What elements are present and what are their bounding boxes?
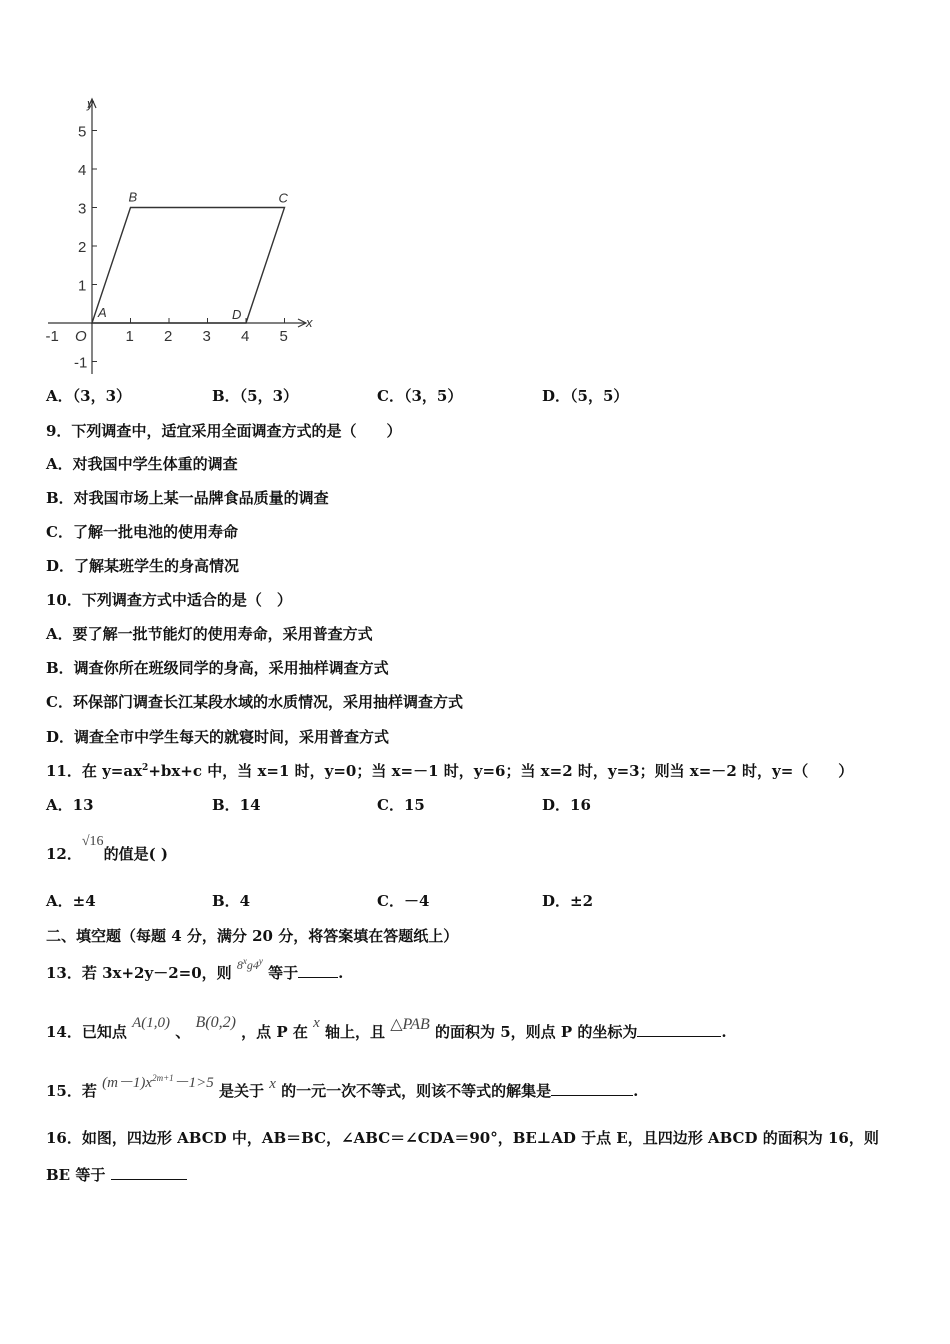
- q14-part2: 、: [170, 1023, 196, 1041]
- q12-text: 的值是( ): [103, 845, 168, 863]
- y-tick-label: 3: [78, 200, 87, 218]
- q14-part1: 14．已知点: [46, 1023, 133, 1041]
- q14-triangle: △PAB: [390, 1016, 430, 1033]
- point-label-c: C: [278, 190, 288, 206]
- q9-option-b: B．对我国市场上某一品牌食品质量的调查: [46, 489, 329, 507]
- q13-answer-blank[interactable]: [298, 977, 338, 978]
- q10-option-c: C．环保部门调查长江某段水域的水质情况，采用抽样调查方式: [46, 693, 463, 711]
- q16-line2-text: BE 等于: [46, 1166, 111, 1184]
- q15-expression: [102, 1075, 214, 1091]
- x-tick-label: 5: [279, 328, 288, 345]
- q14-point-b: B(0,2): [195, 1014, 236, 1031]
- q15-expr-sup: 2m+1: [152, 1073, 174, 1083]
- q12-radical: √16: [81, 834, 104, 849]
- q13-expr-mid: g4: [246, 958, 259, 972]
- q10-stem: 10．下列调查方式中适合的是（ ）: [46, 591, 292, 609]
- q15-expr-tail: －1>5: [173, 1075, 214, 1091]
- q11-stem: [46, 760, 853, 781]
- q10-option-d: D．调查全市中学生每天的就寝时间，采用普查方式: [46, 728, 390, 746]
- q13-end: .: [338, 964, 344, 982]
- q13-expr-base: 8: [236, 958, 243, 972]
- y-tick-label: 5: [78, 123, 87, 141]
- section2-heading: 二、填空题（每题 4 分，满分 20 分，将答案填在答题纸上）: [46, 927, 459, 945]
- q14-answer-blank[interactable]: [637, 1036, 721, 1037]
- q11-option-b: B．14: [212, 796, 261, 814]
- q13-expr-sup2: y: [258, 956, 263, 966]
- y-tick-label: 1: [78, 277, 87, 295]
- q13-expr-sup1: x: [242, 956, 247, 966]
- q15-end: .: [633, 1082, 639, 1100]
- x-axis-label: x: [306, 315, 313, 330]
- x-tick-label: 4: [241, 328, 250, 345]
- y-tick-label: 2: [78, 239, 87, 256]
- q14-axis: x: [313, 1015, 320, 1031]
- q9-option-d: D．了解某班学生的身高情况: [46, 557, 240, 575]
- q12-option-c: C．－4: [377, 892, 430, 910]
- point-label-a: A: [98, 305, 107, 320]
- q13-after: 等于: [262, 964, 299, 982]
- q8-option-b: B．（5，3）: [212, 387, 299, 405]
- q16-line2: [46, 1164, 187, 1185]
- q12-option-d: D．±2: [542, 892, 594, 910]
- q8-option-d: D．（5，5）: [542, 387, 629, 405]
- q14-end: .: [721, 1023, 727, 1041]
- q9-stem: 9．下列调查中，适宜采用全面调查方式的是（ ）: [46, 422, 402, 440]
- q11-option-a: A．13: [46, 796, 94, 814]
- x-tick-label: 3: [202, 328, 211, 345]
- q14-part4: 轴上，且: [319, 1023, 391, 1041]
- q12-number: 12．: [46, 845, 82, 863]
- q16-answer-blank[interactable]: [111, 1179, 187, 1180]
- q15-part2: 是关于: [213, 1082, 270, 1100]
- q12-stem: [46, 834, 168, 864]
- q10-option-a: A．要了解一批节能灯的使用寿命，采用普查方式: [46, 625, 373, 643]
- q14-part3: ，点 P 在: [235, 1023, 314, 1041]
- q13-before: 13．若 3x+2y－2=0，则: [46, 964, 237, 982]
- q11-option-c: C．15: [377, 796, 425, 814]
- q14-point-a: A(1,0): [132, 1015, 171, 1031]
- x-tick-label: O: [75, 328, 87, 345]
- point-label-d: D: [232, 307, 242, 322]
- q15-part1: 15．若: [46, 1082, 103, 1100]
- q15-answer-blank[interactable]: [551, 1095, 633, 1096]
- q16-line1: 16．如图，四边形 ABCD 中，AB＝BC，∠ABC＝∠CDA＝90°，BE⊥AD 于点 E，且四边形 ABCD 的面积为 16，则: [46, 1129, 879, 1147]
- q11-option-d: D．16: [542, 796, 591, 814]
- x-tick-label: 2: [164, 328, 173, 345]
- q8-option-a: A．（3，3）: [46, 387, 132, 405]
- point-label-b: B: [128, 189, 138, 205]
- q8-option-c: C．（3，5）: [377, 387, 463, 405]
- q11-stem-part1: 11．在 y=ax: [46, 762, 143, 780]
- y-axis-label: y: [87, 96, 94, 111]
- q9-option-c: C．了解一批电池的使用寿命: [46, 523, 238, 541]
- q14-part5: 的面积为 5，则点 P 的坐标为: [429, 1023, 638, 1041]
- q11-exponent: 2: [142, 763, 149, 773]
- q15-var: x: [269, 1076, 276, 1092]
- coordinate-graph: [40, 92, 320, 377]
- x-tick-label: 1: [125, 328, 134, 345]
- q10-option-b: B．调查你所在班级同学的身高，采用抽样调查方式: [46, 659, 389, 677]
- q13: [46, 956, 344, 983]
- q9-option-a: A．对我国中学生体重的调查: [46, 455, 238, 473]
- y-tick-label: -1: [74, 354, 88, 372]
- graph-axes: [45, 99, 306, 374]
- x-tick-label: -1: [45, 328, 59, 345]
- q14: [46, 1014, 727, 1042]
- y-tick-label: 4: [78, 162, 87, 179]
- q12-option-a: A．±4: [46, 892, 96, 910]
- q15-expr-base: (m－1)x: [102, 1075, 153, 1091]
- q15: [46, 1073, 639, 1101]
- parallelogram-outline: [92, 208, 285, 324]
- parallelogram-abcd: [92, 208, 285, 324]
- q12-option-b: B．4: [212, 892, 251, 910]
- q13-expression: [237, 958, 263, 972]
- q11-stem-part2: +bx+c 中，当 x=1 时，y=0；当 x=－1 时，y=6；当 x=2 时，y=3；则当 x=－2 时，y=（ ）: [148, 762, 854, 780]
- graph-labels: [46, 96, 314, 372]
- q15-part3: 的一元一次不等式，则该不等式的解集是: [275, 1082, 552, 1100]
